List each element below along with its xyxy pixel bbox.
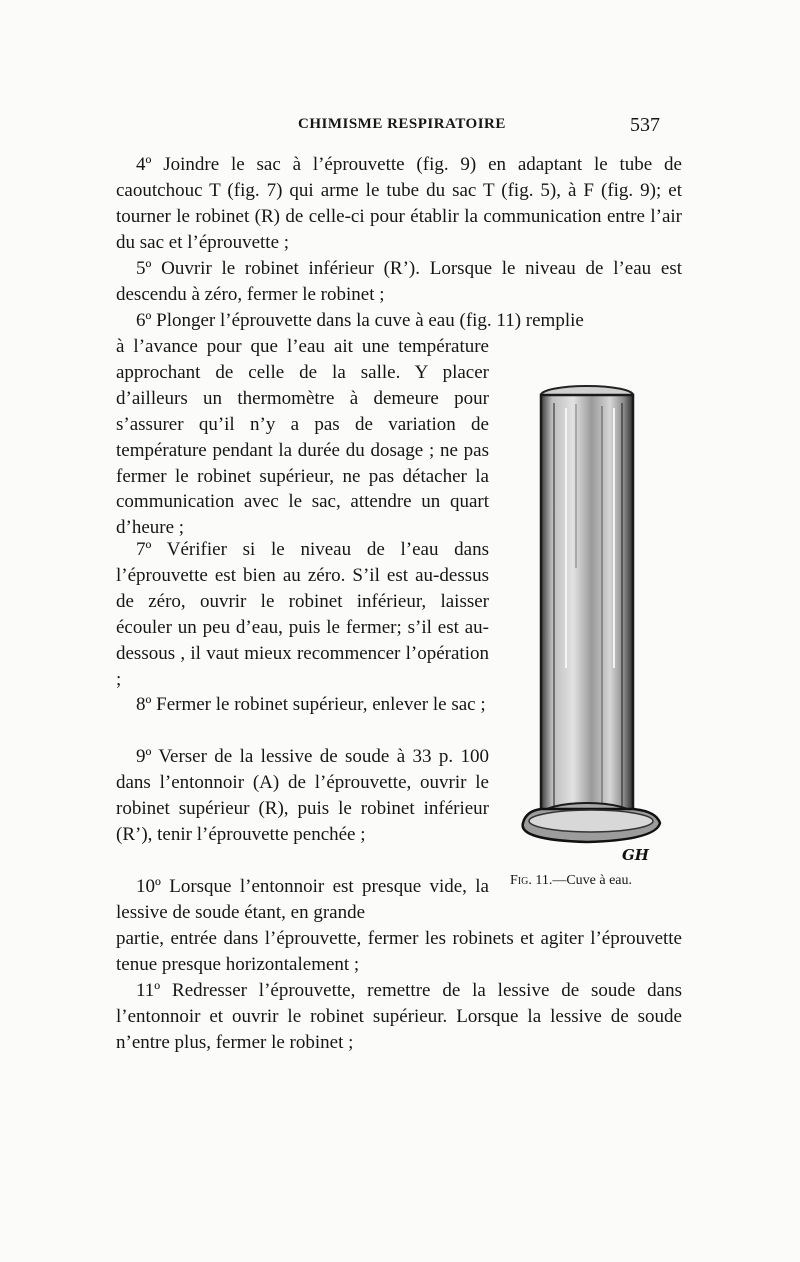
paragraph-step-6-start: 6º Plonger l’éprouvette dans la cuve à eau (fig. 11) remplie [136,310,584,331]
engraver-signature: GH [622,846,649,864]
figure-caption-text: —Cuve à eau. [552,873,633,888]
paragraph-step-11: 11º Redresser l’éprouvette, remettre de la lessive de soude dans l’entonnoir et ouvrir le robinet supérieur. Lorsque la lessive de soude n’entre plus, fermer le robinet ; [116,980,682,1053]
paragraph-step-9: 9º Verser de la lessive de soude à 33 p. 100 dans l’entonnoir (A) de l’éprouvette, ouvrir le robinet supérieur (R), puis le robinet inférieur (R’), tenir l’éprouvette penchée ; [116,746,489,845]
water-tank-illustration [518,368,668,868]
figure-caption-label: Fig. 11. [510,873,553,888]
figure-water-tank [518,368,668,868]
figure-caption [510,873,685,889]
paragraph-step-7: 7º Vérifier si le niveau de l’eau dans l’éprouvette est bien au zéro. S’il est au-dessus de zéro, ouvrir le robinet inférieur, laisser écouler un peu d’eau, puis le fermer; s’il est au-dessous , il vaut mieux recommencer l’opération ; [116,539,489,690]
paragraph-step-10-cont: partie, entrée dans l’éprouvette, fermer les robinets et agiter l’éprouvette tenue presque horizontalement ; [116,928,682,975]
running-header [0,114,800,144]
paragraph-step-4: 4º Joindre le sac à l’éprouvette (fig. 9) en adaptant le tube de caoutchouc T (fig. 7) qui arme le tube du sac T (fig. 5), à F (fig. 9); et tourner le robinet (R) de celle-ci pour établir la communication entre l’air du sac et l’éprouvette ; [116,154,682,253]
paragraph-step-6-cont: à l’avance pour que l’eau ait une température approchant de celle de la salle. Y placer d’ailleurs un thermomètre à demeure pour s’assurer qu’il n’y a pas de variation de température pendant la durée du dosage ; ne pas fermer le robinet supérieur, ne pas détacher la communication avec le sac, attendre un quart d’heure ; [116,336,489,539]
paragraph-step-5: 5º Ouvrir le robinet inférieur (R’). Lorsque le niveau de l’eau est descendu à zéro, fermer le robinet ; [116,258,682,305]
paragraph-step-10-start: 10º Lorsque l’entonnoir est presque vide, la lessive de soude étant, en grande [116,876,489,923]
page-number: 537 [630,114,660,136]
running-title: CHIMISME RESPIRATOIRE [298,116,506,132]
paragraph-step-8: 8º Fermer le robinet supérieur, enlever le sac ; [136,694,486,715]
